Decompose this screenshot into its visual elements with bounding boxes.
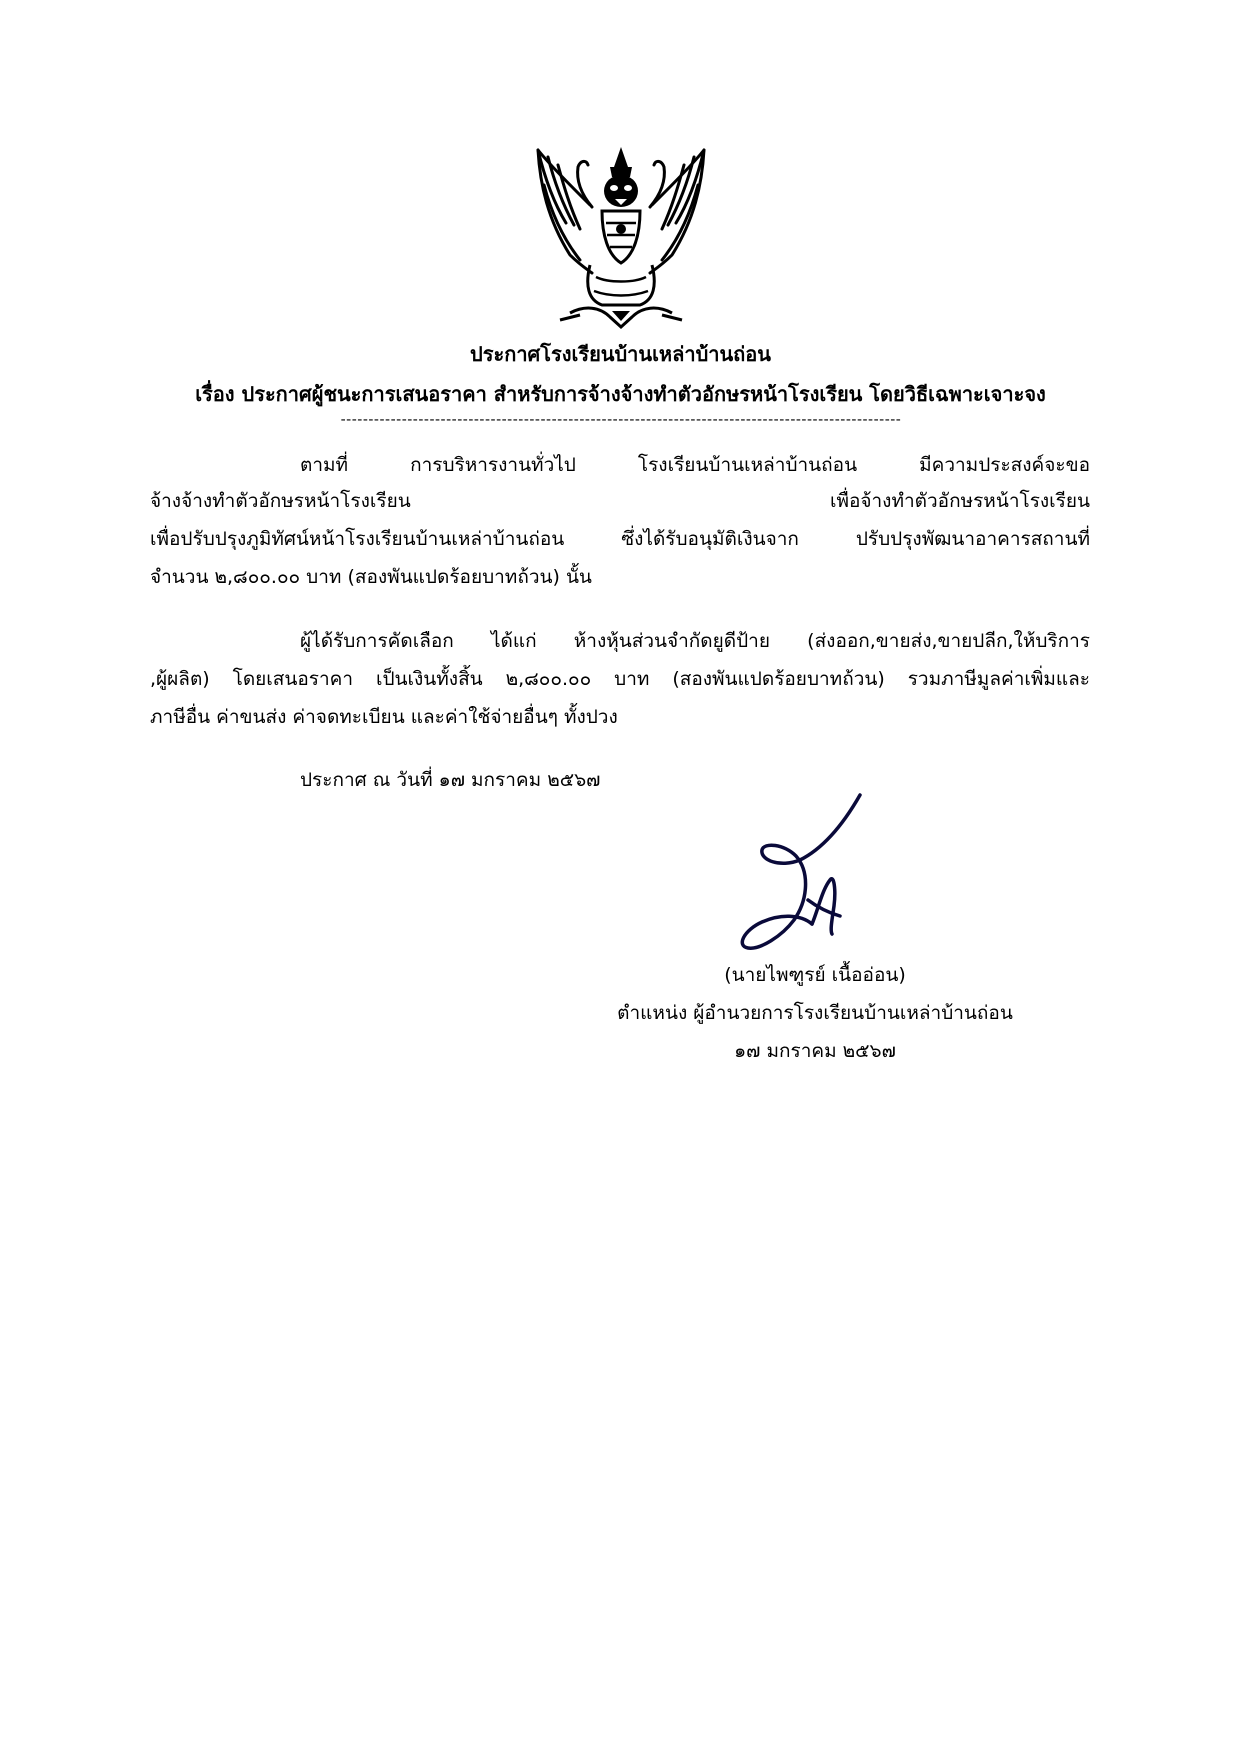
- paragraph1-line3: เพื่อปรับปรุงภูมิทัศน์หน้าโรงเรียนบ้านเหล่าบ้านถ่อน ซึ่งได้รับอนุมัติเงินจาก ปรับปรุงพัฒนาอาคารสถานที่: [150, 528, 1090, 550]
- paragraph1-line4: จำนวน ๒,๘๐๐.๐๐ บาท (สองพันแปดร้อยบาทถ้วน) นั้น: [150, 566, 592, 588]
- title-divider: -----------------------------------------------------------------------------------------------------: [340, 412, 902, 428]
- signature-icon: [700, 790, 900, 960]
- paragraph1-line1: ตามที่ การบริหารงานทั่วไป โรงเรียนบ้านเหล่าบ้านถ่อน มีความประสงค์จะขอ: [300, 454, 1090, 476]
- paragraph2-line2: ,ผู้ผลิต) โดยเสนอราคา เป็นเงินทั้งสิ้น ๒,๘๐๐.๐๐ บาท (สองพันแปดร้อยบาทถ้วน) รวมภาษีมูลค่าเพิ่มและ: [150, 668, 1090, 690]
- paragraph2-line3: ภาษีอื่น ค่าขนส่ง ค่าจดทะเบียน และค่าใช้จ่ายอื่นๆ ทั้งปวง: [150, 706, 618, 728]
- garuda-emblem-icon: [530, 145, 712, 330]
- announcement-subject: เรื่อง ประกาศผู้ชนะการเสนอราคา สำหรับการจ้างจ้างทำตัวอักษรหน้าโรงเรียน โดยวิธีเฉพาะเจาะจง: [195, 382, 1046, 406]
- paragraph1-line2: จ้างจ้างทำตัวอักษรหน้าโรงเรียน เพื่อจ้างทำตัวอักษรหน้าโรงเรียน: [150, 490, 1090, 512]
- signer-position: ตำแหน่ง ผู้อำนวยการโรงเรียนบ้านเหล่าบ้านถ่อน: [617, 1002, 1013, 1024]
- signer-name: (นายไพฑูรย์ เนื้ออ่อน): [724, 964, 906, 986]
- announcement-title: ประกาศโรงเรียนบ้านเหล่าบ้านถ่อน: [470, 342, 771, 366]
- paragraph2-line1: ผู้ได้รับการคัดเลือก ได้แก่ ห้างหุ้นส่วนจำกัดยูดีป้าย (ส่งออก,ขายส่ง,ขายปลีก,ให้บริการ: [300, 630, 1090, 652]
- announce-date: ประกาศ ณ วันที่ ๑๗ มกราคม ๒๕๖๗: [300, 769, 601, 791]
- signature-date: ๑๗ มกราคม ๒๕๖๗: [734, 1040, 896, 1062]
